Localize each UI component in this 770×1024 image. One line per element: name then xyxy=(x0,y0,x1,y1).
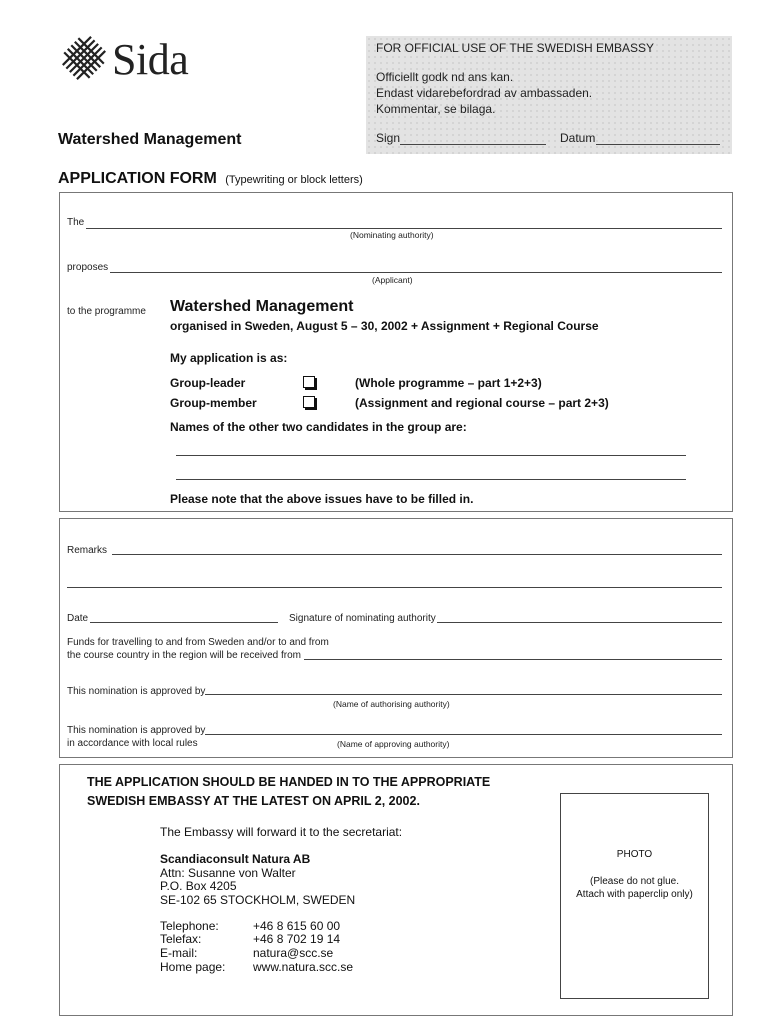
nominating-authority-field[interactable] xyxy=(86,228,722,229)
form-note: (Typewriting or block letters) xyxy=(225,174,363,186)
email-label: E-mail: xyxy=(160,946,198,960)
authorising-authority-field[interactable] xyxy=(205,694,722,695)
group-member-label: Group-member xyxy=(170,396,257,410)
date-label: Date xyxy=(67,613,89,624)
applicant-field[interactable] xyxy=(110,272,722,273)
company-name: Scandiaconsult Natura AB xyxy=(160,852,311,866)
telephone-value: +46 8 615 60 00 xyxy=(253,919,341,933)
telefax-label: Telefax: xyxy=(160,932,202,946)
remarks-field-2[interactable] xyxy=(67,587,722,588)
approved-by-label-1: This nomination is approved by xyxy=(67,686,206,697)
sida-logo xyxy=(58,32,208,88)
deadline-heading-1: THE APPLICATION SHOULD BE HANDED IN TO THE APPROPRIATE xyxy=(87,775,491,789)
group-member-checkbox[interactable] xyxy=(303,396,315,408)
homepage-label: Home page: xyxy=(160,960,226,974)
official-date-label: Datum xyxy=(560,131,596,145)
programme-title: Watershed Management xyxy=(170,298,354,315)
funds-field[interactable] xyxy=(304,659,722,660)
programme-subtitle: organised in Sweden, August 5 – 30, 2002 + Assignment + Regional Course xyxy=(170,319,599,333)
group-member-detail: (Assignment and regional course – part 2+3) xyxy=(355,396,609,410)
official-sign-label: Sign xyxy=(376,131,401,145)
homepage-value: www.natura.scc.se xyxy=(253,960,354,974)
the-label: The xyxy=(67,217,85,228)
form-title-row xyxy=(58,170,363,188)
nomination-section xyxy=(59,192,733,512)
official-use-box xyxy=(366,36,732,154)
funds-line-1: Funds for travelling to and from Sweden and/or to and from xyxy=(67,637,329,648)
official-line-2: Endast vidarebefordrad av ambassaden. xyxy=(376,86,593,100)
attn-line: Attn: Susanne von Walter xyxy=(160,866,296,880)
signature-label: Signature of nominating authority xyxy=(289,613,436,624)
telephone-label: Telephone: xyxy=(160,919,219,933)
proposes-label: proposes xyxy=(67,262,109,273)
nominating-caption: (Nominating authority) xyxy=(350,230,434,240)
forward-text: The Embassy will forward it to the secretariat: xyxy=(160,825,403,839)
names-prompt: Names of the other two candidates in the group are: xyxy=(170,420,467,434)
applicant-caption: (Applicant) xyxy=(372,275,413,285)
group-leader-label: Group-leader xyxy=(170,376,246,390)
form-title: APPLICATION FORM xyxy=(58,170,217,187)
candidate-name-field-1[interactable] xyxy=(176,455,686,456)
photo-note-1: (Please do not glue. xyxy=(590,876,679,887)
official-heading: FOR OFFICIAL USE OF THE SWEDISH EMBASSY xyxy=(376,41,655,55)
email-value: natura@scc.se xyxy=(253,946,334,960)
programme-label: to the programme xyxy=(67,306,146,317)
candidate-name-field-2[interactable] xyxy=(176,479,686,480)
authorising-caption: (Name of authorising authority) xyxy=(333,699,450,709)
po-box: P.O. Box 4205 xyxy=(160,879,237,893)
photo-label: PHOTO xyxy=(616,849,653,860)
photo-note-2: Attach with paperclip only) xyxy=(576,889,693,900)
approved-by-label-2: This nomination is approved by xyxy=(67,725,206,736)
group-leader-detail: (Whole programme – part 1+2+3) xyxy=(355,376,542,390)
fill-in-note: Please note that the above issues have to be filled in. xyxy=(170,492,474,506)
page-title: Watershed Management xyxy=(58,131,242,148)
remarks-label: Remarks xyxy=(67,545,108,556)
official-line-3: Kommentar, se bilaga. xyxy=(376,102,496,116)
group-leader-checkbox[interactable] xyxy=(303,376,315,388)
sida-logo-icon xyxy=(58,32,110,84)
funds-line-2: the course country in the region will be received from xyxy=(67,650,302,661)
telefax-value: +46 8 702 19 14 xyxy=(253,932,341,946)
local-rules-label: in accordance with local rules xyxy=(67,738,198,749)
signature-field[interactable] xyxy=(437,622,722,623)
deadline-heading-2: SWEDISH EMBASSY AT THE LATEST ON APRIL 2, 2002. xyxy=(87,794,420,808)
remarks-field[interactable] xyxy=(112,554,722,555)
official-date-field[interactable] xyxy=(596,144,720,145)
official-line-1: Officiellt godk nd ans kan. xyxy=(376,70,514,84)
logo-text: Sida xyxy=(112,35,189,84)
application-is-label: My application is as: xyxy=(170,351,288,365)
official-sign-field[interactable] xyxy=(400,144,546,145)
city-line: SE-102 65 STOCKHOLM, SWEDEN xyxy=(160,893,356,907)
date-field[interactable] xyxy=(90,622,278,623)
approving-authority-field[interactable] xyxy=(205,734,722,735)
approving-caption: (Name of approving authority) xyxy=(337,739,450,749)
